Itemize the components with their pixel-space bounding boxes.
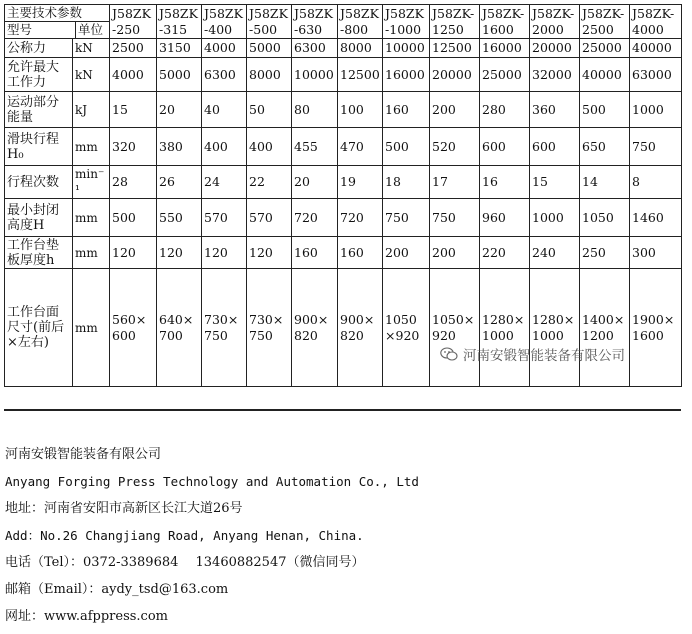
value-cell: 12500 (430, 39, 480, 58)
value-cell: 200 (430, 92, 480, 128)
wechat-icon (440, 347, 458, 361)
value-cell: 1280×1000 (480, 269, 530, 387)
unit-cell: kN (73, 58, 110, 92)
value-cell: 8000 (247, 58, 292, 92)
value-cell: 160 (338, 237, 383, 269)
value-cell: 250 (580, 237, 630, 269)
table-row (5, 128, 682, 166)
value-cell: 4000 (202, 39, 247, 58)
value-cell: 750 (430, 199, 480, 237)
value-cell: 560×600 (110, 269, 157, 387)
model-header: J58ZK-4000 (630, 5, 682, 39)
table-row (5, 58, 682, 92)
model-header: J58ZK-500 (247, 5, 292, 39)
value-cell: 3150 (157, 39, 202, 58)
value-cell: 100 (338, 92, 383, 128)
value-cell: 16000 (480, 39, 530, 58)
value-cell: 400 (202, 128, 247, 166)
value-cell: 6300 (292, 39, 338, 58)
value-cell: 320 (110, 128, 157, 166)
value-cell: 900×820 (292, 269, 338, 387)
value-cell: 240 (530, 237, 580, 269)
model-header: J58ZK-800 (338, 5, 383, 39)
address-cn: 地址：河南省安阳市高新区长江大道26号 (5, 501, 243, 516)
value-cell: 455 (292, 128, 338, 166)
table-header-row (5, 5, 682, 39)
value-cell: 10000 (383, 39, 430, 58)
unit-cell: min⁻¹ (73, 166, 110, 199)
header-label-cell (5, 5, 110, 39)
value-cell: 470 (338, 128, 383, 166)
value-cell: 160 (292, 237, 338, 269)
value-cell: 19 (338, 166, 383, 199)
param-cell: 工作台垫板厚度h (5, 237, 73, 269)
value-cell: 40000 (630, 39, 682, 58)
value-cell: 12500 (338, 58, 383, 92)
table-row (5, 92, 682, 128)
table-body (5, 39, 682, 387)
value-cell: 160 (383, 92, 430, 128)
value-cell: 280 (480, 92, 530, 128)
value-cell: 6300 (202, 58, 247, 92)
value-cell: 220 (480, 237, 530, 269)
value-cell: 380 (157, 128, 202, 166)
value-cell: 5000 (247, 39, 292, 58)
value-cell: 25000 (580, 39, 630, 58)
value-cell: 28 (110, 166, 157, 199)
value-cell: 1400×1200 (580, 269, 630, 387)
value-cell: 520 (430, 128, 480, 166)
value-cell: 900×820 (338, 269, 383, 387)
value-cell: 1000 (530, 199, 580, 237)
value-cell: 4000 (110, 58, 157, 92)
value-cell: 20 (157, 92, 202, 128)
value-cell: 8 (630, 166, 682, 199)
param-cell: 工作台面尺寸(前后×左右) (5, 269, 73, 387)
value-cell: 550 (157, 199, 202, 237)
value-cell: 1900×1600 (630, 269, 682, 387)
phone-line: 电话（Tel）：0372-3389684 13460882547（微信同号） (5, 555, 365, 570)
value-cell: 960 (480, 199, 530, 237)
spec-table (4, 4, 682, 387)
model-header: J58ZK-315 (157, 5, 202, 39)
watermark (440, 344, 625, 364)
value-cell: 18 (383, 166, 430, 199)
value-cell: 200 (383, 237, 430, 269)
value-cell: 24 (202, 166, 247, 199)
value-cell: 63000 (630, 58, 682, 92)
value-cell: 750 (383, 199, 430, 237)
value-cell: 570 (202, 199, 247, 237)
unit-cell: mm (73, 199, 110, 237)
value-cell: 120 (202, 237, 247, 269)
value-cell: 400 (247, 128, 292, 166)
header-label: 主要技术参数 (5, 5, 109, 22)
value-cell: 120 (110, 237, 157, 269)
unit-cell: kJ (73, 92, 110, 128)
unit-cell: mm (73, 269, 110, 387)
table-row (5, 39, 682, 58)
unit-label: 单位 (78, 22, 104, 37)
contact-block (5, 445, 419, 634)
website-link[interactable]: 网址：www.afppress.com (5, 609, 168, 624)
value-cell: 17 (430, 166, 480, 199)
value-cell: 14 (580, 166, 630, 199)
value-cell: 25000 (480, 58, 530, 92)
value-cell: 20 (292, 166, 338, 199)
value-cell: 15 (110, 92, 157, 128)
value-cell: 20000 (530, 39, 580, 58)
value-cell: 500 (383, 128, 430, 166)
value-cell: 32000 (530, 58, 580, 92)
param-cell: 允许最大工作力 (5, 58, 73, 92)
value-cell: 5000 (157, 58, 202, 92)
model-header: J58ZK-1600 (480, 5, 530, 39)
value-cell: 16000 (383, 58, 430, 92)
model-header: J58ZK-630 (292, 5, 338, 39)
param-cell: 行程次数 (5, 166, 73, 199)
value-cell: 570 (247, 199, 292, 237)
address-en: Add：No.26 Changjiang Road, Anyang Henan, China. (5, 528, 364, 543)
value-cell: 360 (530, 92, 580, 128)
value-cell: 750 (630, 128, 682, 166)
param-cell: 最小封闭高度H (5, 199, 73, 237)
value-cell: 15 (530, 166, 580, 199)
value-cell: 50 (247, 92, 292, 128)
company-name-en: Anyang Forging Press Technology and Automation Co., Ltd (5, 474, 419, 489)
unit-cell: kN (73, 39, 110, 58)
model-header: J58ZK-1250 (430, 5, 480, 39)
value-cell: 1050×920 (430, 269, 480, 387)
value-cell: 640×700 (157, 269, 202, 387)
value-cell: 120 (157, 237, 202, 269)
table-row (5, 237, 682, 269)
table-row (5, 166, 682, 199)
unit-cell: mm (73, 128, 110, 166)
value-cell: 200 (430, 237, 480, 269)
value-cell: 730×750 (247, 269, 292, 387)
value-cell: 720 (292, 199, 338, 237)
value-cell: 40000 (580, 58, 630, 92)
model-header: J58ZK-400 (202, 5, 247, 39)
table-row (5, 199, 682, 237)
value-cell: 80 (292, 92, 338, 128)
param-cell: 公称力 (5, 39, 73, 58)
value-cell: 600 (480, 128, 530, 166)
unit-cell: mm (73, 237, 110, 269)
value-cell: 2500 (110, 39, 157, 58)
value-cell: 720 (338, 199, 383, 237)
model-label: 型号 (5, 22, 76, 38)
company-name-cn: 河南安锻智能装备有限公司 (5, 447, 162, 462)
value-cell: 730×750 (202, 269, 247, 387)
model-header: J58ZK-1000 (383, 5, 430, 39)
value-cell: 1280×1000 (530, 269, 580, 387)
email-link[interactable]: 邮箱（Email）：aydy_tsd@163.com (5, 582, 229, 597)
value-cell: 26 (157, 166, 202, 199)
value-cell: 10000 (292, 58, 338, 92)
table-row (5, 269, 682, 387)
value-cell: 22 (247, 166, 292, 199)
value-cell: 1000 (630, 92, 682, 128)
section-divider (4, 409, 681, 411)
watermark-text: 河南安锻智能装备有限公司 (463, 348, 625, 364)
value-cell: 650 (580, 128, 630, 166)
value-cell: 500 (110, 199, 157, 237)
value-cell: 1460 (630, 199, 682, 237)
model-header: J58ZK-250 (110, 5, 157, 39)
value-cell: 1050 (580, 199, 630, 237)
value-cell: 8000 (338, 39, 383, 58)
value-cell: 20000 (430, 58, 480, 92)
value-cell: 1050×920 (383, 269, 430, 387)
value-cell: 300 (630, 237, 682, 269)
param-cell: 滑块行程H₀ (5, 128, 73, 166)
value-cell: 600 (530, 128, 580, 166)
param-cell: 运动部分能量 (5, 92, 73, 128)
model-header: J58ZK-2500 (580, 5, 630, 39)
value-cell: 500 (580, 92, 630, 128)
value-cell: 16 (480, 166, 530, 199)
model-header: J58ZK-2000 (530, 5, 580, 39)
value-cell: 40 (202, 92, 247, 128)
value-cell: 120 (247, 237, 292, 269)
